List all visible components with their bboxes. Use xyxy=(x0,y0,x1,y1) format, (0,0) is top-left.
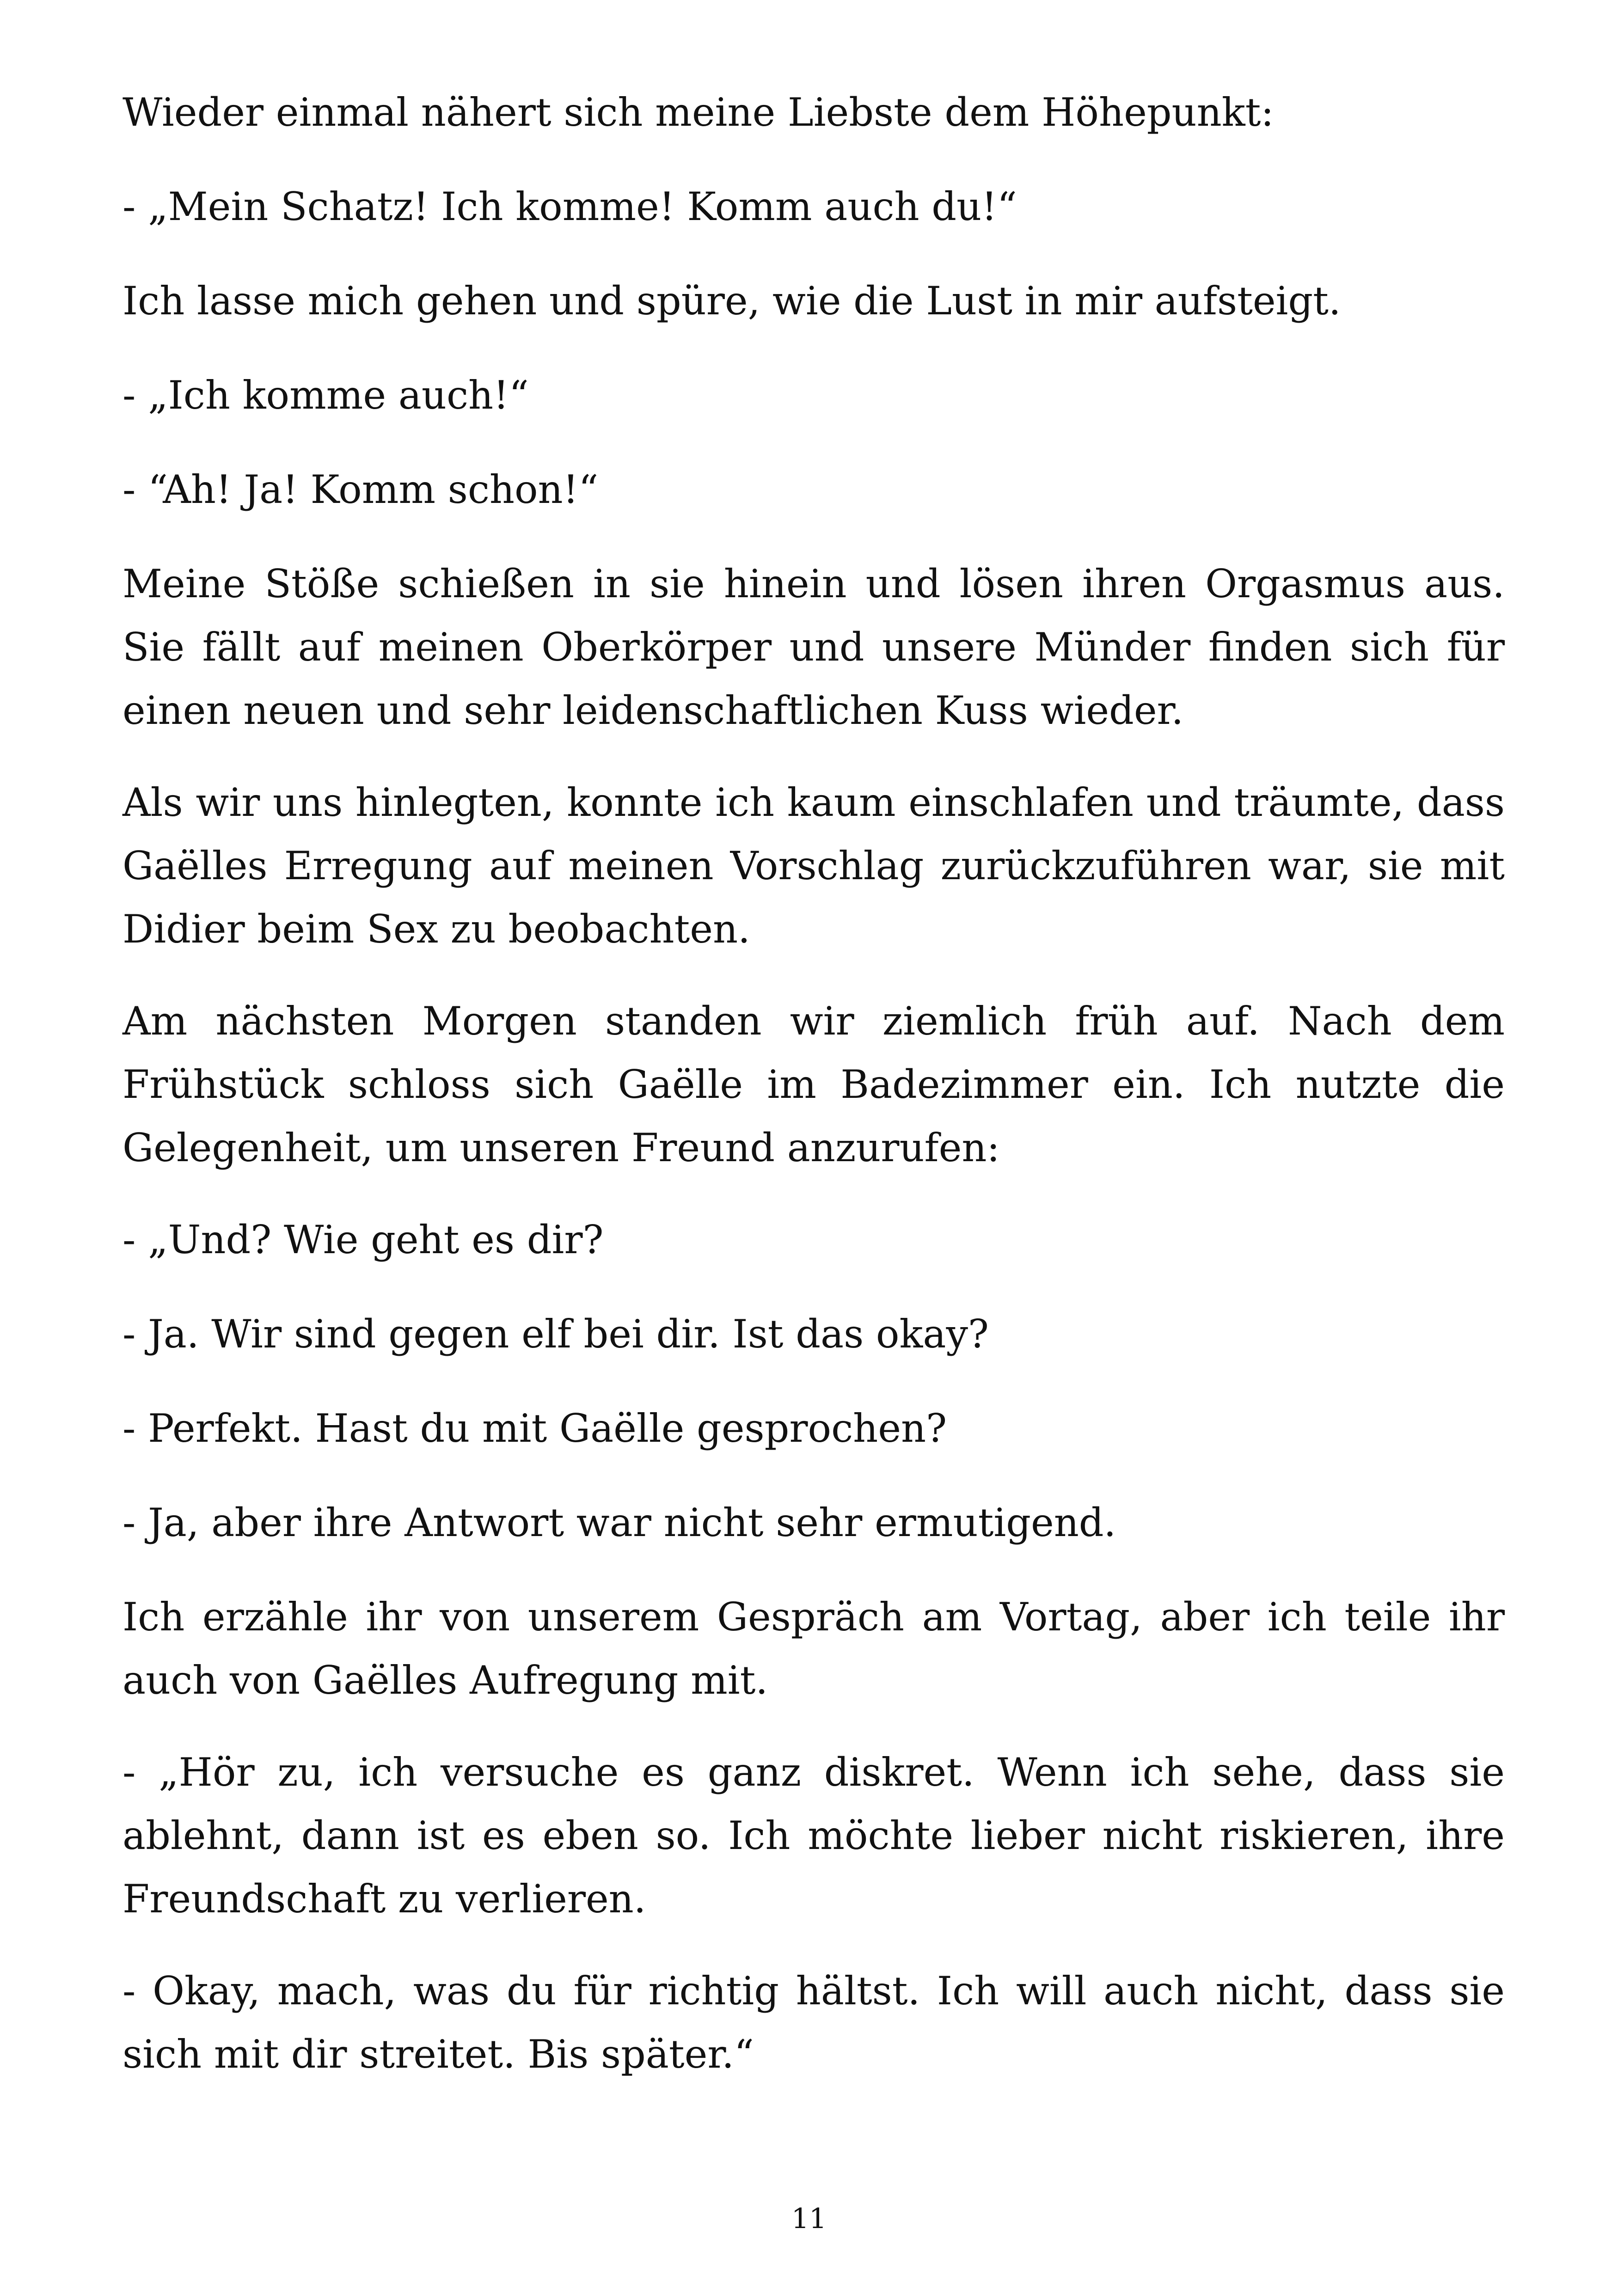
paragraph: Als wir uns hinlegten, konnte ich kaum einschlafen und träumte, dass Gaëlles Erregung auf meinen Vorschlag zurückzuführen war, sie mit Didier beim Sex zu beobachten. xyxy=(123,780,1505,952)
dialogue-line: - „Mein Schatz! Ich komme! Komm auch du!“ xyxy=(123,184,1017,229)
paragraph: Ich erzähle ihr von unserem Gespräch am Vortag, aber ich teile ihr auch von Gaëlles Aufregung mit. xyxy=(123,1594,1505,1703)
page-body xyxy=(123,81,1505,2115)
paragraph: Meine Stöße schießen in sie hinein und lösen ihren Orgasmus aus. Sie fällt auf meinen Oberkörper und unsere Münder finden sich für einen neuen und sehr leidenschaftlichen Kuss wieder. xyxy=(123,561,1505,733)
dialogue-line: - Perfekt. Hast du mit Gaëlle gesprochen? xyxy=(123,1406,947,1451)
dialogue-line: - Ja, aber ihre Antwort war nicht sehr ermutigend. xyxy=(123,1500,1116,1545)
paragraph: Wieder einmal nähert sich meine Liebste dem Höhepunkt: xyxy=(123,90,1274,135)
paragraph: Am nächsten Morgen standen wir ziemlich früh auf. Nach dem Frühstück schloss sich Gaëlle im Badezimmer ein. Ich nutzte die Gelegenheit, um unseren Freund anzurufen: xyxy=(123,998,1505,1170)
dialogue-line: - „Und? Wie geht es dir? xyxy=(123,1217,604,1262)
dialogue-line: - „Hör zu, ich versuche es ganz diskret. Wenn ich sehe, dass sie ablehnt, dann ist es eben so. Ich möchte lieber nicht riskieren, ihre Freundschaft zu verlieren. xyxy=(123,1750,1505,1922)
dialogue-line: - „Ich komme auch!“ xyxy=(123,373,529,418)
page-number: 11 xyxy=(791,2203,827,2235)
dialogue-line: - Ja. Wir sind gegen elf bei dir. Ist das okay? xyxy=(123,1311,989,1357)
paragraph: Ich lasse mich gehen und spüre, wie die Lust in mir aufsteigt. xyxy=(123,278,1341,324)
dialogue-line: - “Ah! Ja! Komm schon!“ xyxy=(123,467,599,512)
dialogue-line: - Okay, mach, was du für richtig hältst. Ich will auch nicht, dass sie sich mit dir streitet. Bis später.“ xyxy=(123,1968,1505,2077)
